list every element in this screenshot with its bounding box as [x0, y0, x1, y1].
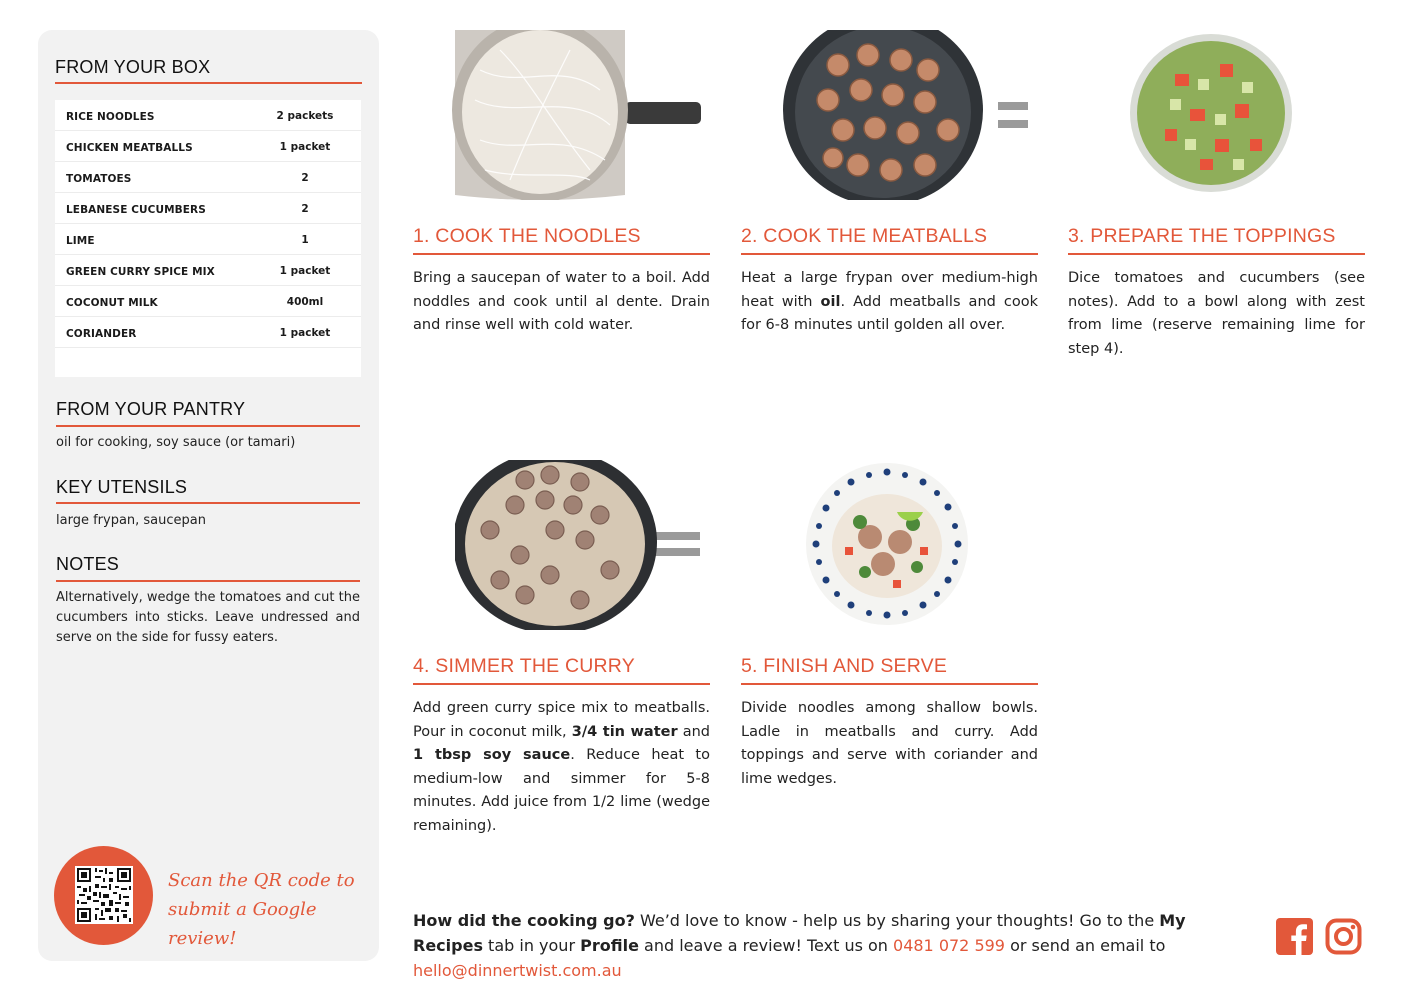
- curry-pan-photo: [455, 460, 705, 630]
- ingredient-qty: 2: [301, 203, 309, 215]
- ingredient-qty: 1 packet: [279, 265, 331, 277]
- notes-text: Alternatively, wedge the tomatoes and cut the cucumbers into sticks. Leave undressed and serve on the side for fussy eaters.: [56, 590, 360, 645]
- from-your-box-title: FROM YOUR BOX: [55, 57, 211, 77]
- ingredient-qty: 1 packet: [279, 327, 331, 339]
- step-text: [741, 267, 1038, 338]
- footer-bold: Profile: [580, 936, 639, 955]
- step-text-run: . Add meatballs and cook for 6-8 minutes until golden all over.: [741, 293, 1038, 333]
- qr-code-icon[interactable]: [75, 866, 133, 924]
- ingredient-name: CHICKEN MEATBALLS: [66, 142, 193, 154]
- finished-plate-photo: [805, 462, 969, 626]
- table-row: [55, 131, 361, 162]
- step-divider: [413, 683, 710, 685]
- email-link[interactable]: hello@dinnertwist.com.au: [413, 961, 622, 980]
- section-divider: [56, 580, 360, 582]
- ingredient-name: RICE NOODLES: [66, 111, 155, 123]
- step-text-bold: oil: [820, 293, 841, 310]
- section-divider: [56, 502, 360, 504]
- facebook-icon[interactable]: [1276, 918, 1313, 955]
- ingredient-qty: 400ml: [286, 296, 324, 308]
- pantry-text: oil for cooking, soy sauce (or tamari): [56, 435, 296, 450]
- step-text: [413, 267, 710, 338]
- ingredient-name: GREEN CURRY SPICE MIX: [66, 266, 215, 278]
- table-row: [55, 286, 361, 317]
- step-text-run: and: [677, 723, 710, 740]
- table-row: [55, 100, 361, 131]
- step-text: [1068, 267, 1365, 361]
- step-title: 2. COOK THE MEATBALLS: [741, 225, 988, 247]
- footer-text: We’d love to know - help us by sharing your thoughts! Go to the: [634, 911, 1160, 930]
- step-text-run: Divide noodles among shallow bowls. Ladle in meatballs and curry. Add toppings and serve with coriander and lime wedges.: [741, 700, 1038, 787]
- noodles-saucepan-photo: [440, 30, 705, 200]
- ingredient-name: TOMATOES: [66, 173, 132, 185]
- notes-title: NOTES: [56, 554, 120, 574]
- ingredient-qty: 2 packets: [276, 110, 334, 122]
- footer-bold: How did the cooking go?: [413, 911, 635, 930]
- step-divider: [741, 253, 1038, 255]
- section-divider: [55, 82, 362, 84]
- step-text-run: Dice tomatoes and cucumbers (see notes). Add to a bowl along with zest from lime (reserve remaining lime for step 4).: [1068, 270, 1365, 357]
- ingredient-qty: 1: [301, 234, 309, 246]
- pantry-title: FROM YOUR PANTRY: [56, 399, 246, 419]
- step-title: 5. FINISH AND SERVE: [741, 655, 948, 677]
- section-divider: [56, 425, 360, 427]
- step-divider: [413, 253, 710, 255]
- step-text-bold: 3/4 tin water: [571, 723, 678, 740]
- ingredients-table: [55, 100, 361, 377]
- step-divider: [741, 683, 1038, 685]
- step-text-run: . Reduce heat to medium-low and simmer for 5-8 minutes. Add juice from 1/2 lime (wedge remaining).: [413, 747, 710, 834]
- utensils-text: large frypan, saucepan: [56, 513, 206, 528]
- qr-caption: [168, 866, 368, 953]
- footer-bold: My Recipes: [413, 911, 1186, 955]
- step-text-bold: 1 tbsp soy sauce: [413, 747, 571, 763]
- footer-text: tab in your: [482, 936, 581, 955]
- step-title: 3. PREPARE THE TOPPINGS: [1068, 225, 1336, 247]
- footer-text: or send an email to: [1004, 936, 1166, 955]
- review-footer: [413, 908, 1258, 983]
- instagram-icon[interactable]: [1325, 918, 1362, 955]
- table-row: [55, 162, 361, 193]
- ingredient-name: LEBANESE CUCUMBERS: [66, 204, 206, 216]
- table-row: [55, 317, 361, 348]
- step-text: [741, 697, 1038, 791]
- table-row: [55, 193, 361, 224]
- step-text-run: Bring a saucepan of water to a boil. Add noddles and cook until al dente. Drain and rinse well with cold water.: [413, 270, 710, 333]
- ingredient-qty: 1 packet: [279, 141, 331, 153]
- step-title: 4. SIMMER THE CURRY: [413, 655, 635, 677]
- table-row: [55, 255, 361, 286]
- meatballs-frypan-photo: [783, 30, 1033, 200]
- toppings-bowl-photo: [1130, 34, 1292, 192]
- utensils-title: KEY UTENSILS: [56, 477, 188, 497]
- step-text-run: Add green curry spice mix to meatballs. Pour in coconut milk,: [413, 700, 710, 740]
- qr-code-graphic: [75, 866, 133, 924]
- ingredients-sidebar: [38, 30, 379, 961]
- step-title: 1. COOK THE NOODLES: [413, 225, 641, 247]
- ingredient-name: COCONUT MILK: [66, 297, 158, 309]
- step-text-run: Heat a large frypan over medium-high heat with: [741, 270, 1038, 310]
- footer-text: and leave a review! Text us on: [638, 936, 894, 955]
- ingredient-qty: 2: [301, 172, 309, 184]
- step-text: [413, 697, 710, 838]
- ingredient-name: LIME: [66, 235, 95, 247]
- ingredient-name: CORIANDER: [66, 328, 137, 340]
- table-row: [55, 224, 361, 255]
- qr-caption-line: Scan the QR code to: [168, 870, 355, 891]
- phone-link[interactable]: 0481 072 599: [893, 936, 1005, 955]
- qr-badge[interactable]: [54, 846, 153, 945]
- step-divider: [1068, 253, 1365, 255]
- qr-caption-line: submit a Google review!: [168, 899, 317, 949]
